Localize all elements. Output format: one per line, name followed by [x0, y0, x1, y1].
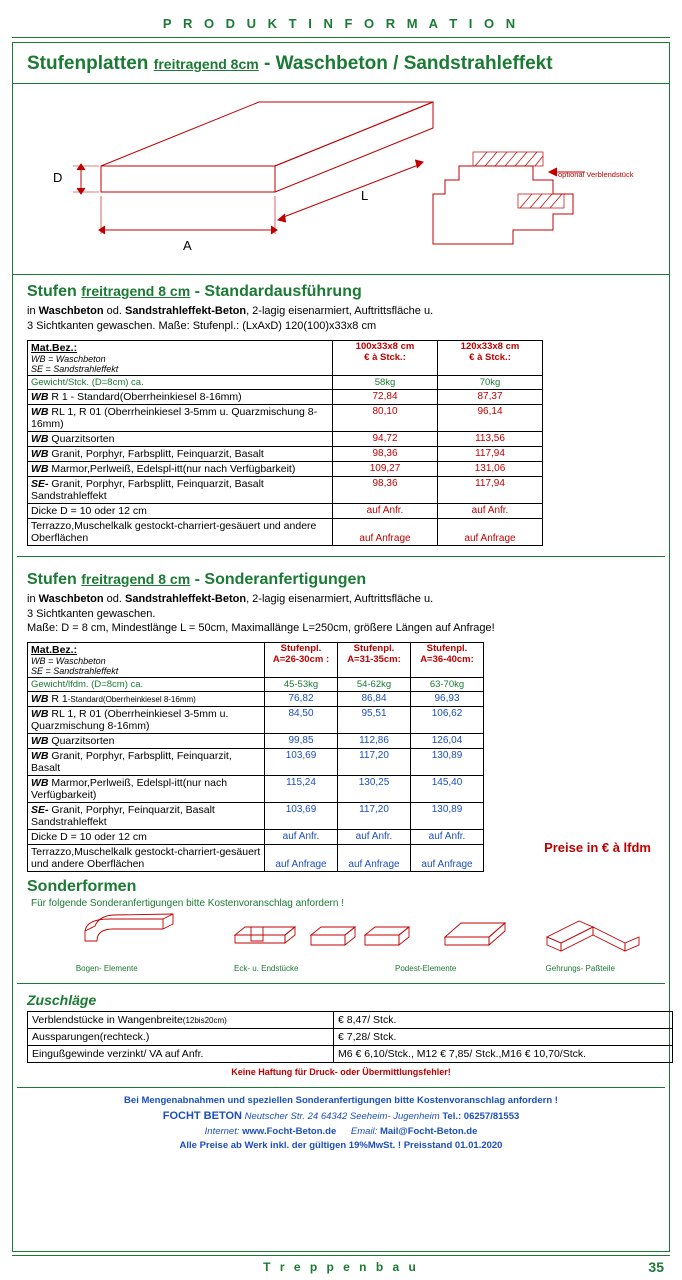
sonderformen-captions [27, 964, 655, 973]
footer-tel: 06257/81553 [463, 1111, 520, 1123]
document-header-title: P R O D U K T I N F O R M A T I O N [162, 16, 520, 31]
table-row [28, 734, 484, 749]
row2-marmor-c2: 130,25 [338, 776, 411, 803]
row-r1-prefix: WB [31, 390, 49, 403]
row2-granit-text: Granit, Porphyr, Farbsplitt, Feinquarzit, Basalt [31, 750, 232, 775]
row-se-text: Granit, Porphyr, Farbsplitt, Feinquarzit, Basalt Sandstrahleffekt [31, 477, 264, 502]
row-terrazzo-c1: auf Anfrage [333, 518, 438, 545]
section2-measures: Maße: D = 8 cm, Mindestlänge L = 50cm, Maximallänge L=250cm, größere Längen auf Anfrage! [27, 622, 495, 635]
head-se: SE = Sandstrahleffekt [31, 363, 119, 374]
row-granit-text: Granit, Porphyr, Farbsplitt, Feinquarzit, Basalt [48, 447, 264, 460]
table-row [28, 389, 543, 404]
section-standardausfuehrung [13, 275, 669, 550]
zu-row0-label [28, 1012, 334, 1029]
section1-heading-sub: freitragend 8 cm [81, 283, 191, 299]
table-row [28, 461, 543, 476]
s1-l1c: od. [103, 305, 126, 317]
cell-head-material-2 [28, 643, 265, 678]
head-wb: WB = Waschbeton [31, 353, 106, 364]
s2-l1b: Waschbeton [38, 592, 104, 605]
technical-drawing [13, 84, 669, 275]
head-a31-l1: Stufenpl. [353, 643, 395, 655]
table-row [28, 404, 543, 431]
s1-l1a: in [27, 305, 39, 317]
caption-podest: Podest-Elemente [395, 964, 457, 974]
section-sonderformen [13, 876, 669, 977]
section2-heading-sub: freitragend 8 cm [81, 570, 191, 587]
row2-rl1-label [28, 707, 265, 734]
zuschlaege-heading: Zuschläge [27, 992, 97, 1009]
row-marmor-prefix: WB [31, 462, 49, 475]
row-marmor-c1: 109,27 [333, 461, 438, 476]
row-weight-c2: 70kg [438, 375, 543, 389]
row2-terrazzo-c3: auf Anfrage [411, 845, 484, 872]
row2-rl1-c2: 95,51 [338, 707, 411, 734]
footer-internet-label: Internet: [204, 1125, 240, 1137]
zu-row0-text: Verblendstücke in Wangenbreite [32, 1014, 183, 1027]
section1-measures: 3 Sichtkanten gewaschen. Maße: Stufenpl.: (LxAxD) 120(100)x33x8 cm [27, 319, 377, 332]
row2-granit-prefix: WB [31, 750, 49, 763]
row2-granit-c3: 130,89 [411, 749, 484, 776]
section-divider-2 [17, 983, 665, 984]
table-row-head [28, 643, 484, 678]
row2-weight-c3: 63-70kg [411, 678, 484, 692]
head-120-dim: 120x33x8 cm [460, 340, 520, 352]
row2-marmor-label [28, 776, 265, 803]
row2-quarzit-prefix: WB [31, 735, 49, 748]
row-r1-label [28, 389, 333, 404]
row-granit-label [28, 446, 333, 461]
footer-address: Neutscher Str. 24 64342 Seeheim- Jugenheim [244, 1111, 440, 1123]
page-number: 35 [648, 1259, 664, 1275]
table-row [28, 476, 543, 503]
s2-l1a: in [27, 592, 39, 605]
page-bottom-bar [8, 1253, 674, 1274]
section2-heading-rest: Sonderanfertigungen [204, 570, 367, 588]
sonderformen-shapes [27, 911, 667, 957]
preise-note: Preise in € à lfdm [544, 839, 651, 855]
row-rl1-label [28, 404, 333, 431]
footer-line4: Alle Preise ab Werk inkl. der gültigen 19%MwSt. ! Preisstand 01.01.2020 [179, 1140, 503, 1152]
page-title-dash: - [264, 53, 271, 74]
table-standard [27, 340, 543, 546]
svg-text:A: A [183, 238, 192, 253]
bottom-title: T r e p p e n b a u [263, 1260, 419, 1274]
row2-se-c1: 103,69 [265, 803, 338, 830]
svg-text:L: L [361, 188, 369, 203]
section-sonderanfertigungen [13, 563, 669, 877]
row-marmor-text: Marmor,Perlweiß, Edelspl-itt(nur nach Verfügbarkeit) [48, 462, 296, 475]
table-row [28, 1012, 673, 1029]
row-granit-prefix: WB [31, 447, 49, 460]
table-row [28, 1046, 673, 1063]
table-row [28, 803, 484, 830]
row2-quarzit-c2: 112,86 [338, 734, 411, 749]
svg-text:D: D [53, 170, 63, 185]
row2-se-c3: 130,89 [411, 803, 484, 830]
row-dicke-label: Dicke D = 10 oder 12 cm [28, 503, 333, 518]
company-footer [13, 1094, 669, 1153]
row-marmor-c2: 131,06 [438, 461, 543, 476]
section2-heading-dash: - [194, 570, 200, 588]
section2-description [27, 592, 655, 607]
row2-terrazzo-c2: auf Anfrage [338, 845, 411, 872]
page-title-main: Stufenplatten [27, 53, 149, 74]
row2-dicke-c3: auf Anfr. [411, 830, 484, 845]
footer-line1: Bei Mengenabnahmen und speziellen Sonderanfertigungen bitte Kostenvoranschlag anfordern ! [124, 1095, 558, 1107]
row2-se-prefix: SE- [31, 804, 49, 817]
head2-wb: WB = Waschbeton [31, 656, 106, 667]
row2-r1-c3: 96,93 [411, 692, 484, 707]
section-divider-1 [17, 556, 665, 557]
row-dicke-c2: auf Anfr. [438, 503, 543, 518]
row2-rl1-c1: 84,50 [265, 707, 338, 734]
row-r1-c1: 72,84 [333, 389, 438, 404]
table-sonder [27, 642, 484, 872]
s2-l1e: , 2-lagig eisenarmiert, Auftrittsfläche u. [246, 592, 434, 605]
haftung-note: Keine Haftung für Druck- oder Übermittlungsfehler! [231, 1067, 451, 1078]
zu-row0-value: € 8,47/ Stck. [334, 1012, 673, 1029]
table-row [28, 1029, 673, 1046]
head-120-price: € à Stck.: [469, 351, 511, 363]
row2-weight-c1: 45-53kg [265, 678, 338, 692]
row2-granit-label [28, 749, 265, 776]
table-row [28, 518, 543, 545]
table-row [28, 446, 543, 461]
s1-l1d: Sandstrahleffekt-Beton [125, 305, 247, 317]
caption-eck: Eck- u. Endstücke [233, 964, 299, 974]
row2-r1-prefix: WB [31, 693, 49, 706]
s2-l1d: Sandstrahleffekt-Beton [125, 592, 247, 605]
row2-quarzit-label [28, 734, 265, 749]
section1-heading [27, 283, 655, 301]
table-row [28, 830, 484, 845]
table-row [28, 692, 484, 707]
row2-se-label [28, 803, 265, 830]
head-a31-l2: A=31-35cm: [347, 654, 401, 666]
row2-quarzit-text: Quarzitsorten [48, 735, 115, 748]
row-r1-c2: 87,37 [438, 389, 543, 404]
row2-rl1-text: RL 1, R 01 (Oberrheinkiesel 3-5mm u. Quarzmischung 8-16mm) [31, 708, 229, 733]
cell-head-a26 [265, 643, 338, 678]
row-rl1-prefix: WB [31, 405, 49, 418]
row2-marmor-text: Marmor,Perlweiß, Edelspl-itt(nur nach Verfügbarkeit) [31, 777, 228, 802]
row2-dicke-c2: auf Anfr. [338, 830, 411, 845]
head-100-price: € à Stck.: [364, 351, 406, 363]
head2-se: SE = Sandstrahleffekt [31, 666, 119, 677]
head-matbez: Mat.Bez.: [31, 341, 78, 354]
table-row [28, 431, 543, 446]
head2-matbez: Mat.Bez.: [31, 644, 78, 657]
header-divider [12, 37, 670, 38]
s1-l1b: Waschbeton [38, 305, 104, 317]
row-marmor-label [28, 461, 333, 476]
optional-verblendstueck-label: optional Verblendstück [558, 170, 634, 179]
page-title-rest: Waschbeton / Sandstrahleffekt [275, 53, 553, 74]
row2-se-c2: 117,20 [338, 803, 411, 830]
page-title-sub: freitragend 8cm [153, 56, 259, 72]
row2-marmor-c1: 115,24 [265, 776, 338, 803]
table-zuschlaege [27, 1011, 673, 1063]
row-terrazzo-c2: auf Anfrage [438, 518, 543, 545]
row-se-c1: 98,36 [333, 476, 438, 503]
row2-terrazzo-c1: auf Anfrage [265, 845, 338, 872]
table-row [28, 375, 543, 389]
zu-row1-value: € 7,28/ Stck. [334, 1029, 673, 1046]
row2-granit-c2: 117,20 [338, 749, 411, 776]
zu-row2-value: M6 € 6,10/Stck., M12 € 7,85/ Stck.,M16 € 10,70/Stck. [334, 1046, 673, 1063]
section1-heading-rest: Standardausführung [204, 283, 362, 300]
row-quarzit-label [28, 431, 333, 446]
footer-internet[interactable]: www.Focht-Beton.de [242, 1125, 337, 1137]
row2-rl1-prefix: WB [31, 708, 49, 721]
row-weight-label: Gewicht/Stck. (D=8cm) ca. [28, 375, 333, 389]
zu-row2-label: Eingußgewinde verzinkt/ VA auf Anfr. [28, 1046, 334, 1063]
row2-dicke-c1: auf Anfr. [265, 830, 338, 845]
cell-head-a31 [338, 643, 411, 678]
row-weight-c1: 58kg [333, 375, 438, 389]
row2-rl1-c3: 106,62 [411, 707, 484, 734]
row-rl1-c1: 80,10 [333, 404, 438, 431]
row-r1-text: R 1 - Standard(Oberrheinkiesel 8-16mm) [48, 390, 242, 403]
zu-row0-small: (12bis20cm) [182, 1016, 227, 1026]
row2-weight-label: Gewicht/lfdm. (D=8cm) ca. [28, 678, 265, 692]
row2-marmor-prefix: WB [31, 777, 49, 790]
row2-r1-c1: 76,82 [265, 692, 338, 707]
row2-granit-c1: 103,69 [265, 749, 338, 776]
section1-description [27, 304, 655, 319]
footer-tel-label: Tel.: [442, 1111, 462, 1123]
section1-heading-main: Stufen [27, 283, 77, 300]
row2-dicke-label: Dicke D = 10 oder 12 cm [28, 830, 265, 845]
row-se-label [28, 476, 333, 503]
row2-se-text: Granit, Porphyr, Feinquarzit, Basalt Sandstrahleffekt [31, 804, 215, 829]
head-a36-l1: Stufenpl. [426, 643, 468, 655]
cell-head-material [28, 340, 333, 375]
s1-l1e: , 2-lagig eisenarmiert, Auftrittsfläche u. [246, 305, 434, 317]
zu-row1-label: Aussparungen(rechteck.) [28, 1029, 334, 1046]
row-quarzit-text: Quarzitsorten [48, 432, 115, 445]
row-rl1-text: RL 1, R 01 (Oberrheinkiesel 3-5mm u. Quarzmischung 8-16mm) [31, 405, 318, 430]
caption-bogen: Bogen- Elemente [75, 964, 138, 974]
cell-head-120 [438, 340, 543, 375]
footer-email[interactable]: Mail@Focht-Beton.de [379, 1125, 478, 1137]
row-se-c2: 117,94 [438, 476, 543, 503]
row2-weight-c2: 54-62kg [338, 678, 411, 692]
cell-head-a36 [411, 643, 484, 678]
section1-heading-dash: - [194, 283, 200, 300]
row-quarzit-prefix: WB [31, 432, 49, 445]
table-row [28, 749, 484, 776]
row2-r1-label [28, 692, 265, 707]
row2-r1-text: R 1 [48, 693, 68, 706]
table-row-head [28, 340, 543, 375]
row2-quarzit-c3: 126,04 [411, 734, 484, 749]
content-frame [12, 42, 670, 1252]
cell-head-100 [333, 340, 438, 375]
row2-marmor-c3: 145,40 [411, 776, 484, 803]
footer-company: FOCHT BETON [162, 1110, 242, 1123]
head-a36-l2: A=36-40cm: [420, 654, 474, 666]
row2-r1-small: -Standard(Oberrheinkiesel 8-16mm) [67, 695, 196, 705]
table-row [28, 503, 543, 518]
section-divider-3 [17, 1087, 665, 1088]
table-row [28, 678, 484, 692]
row-se-prefix: SE- [31, 477, 49, 490]
head-a26-l1: Stufenpl. [280, 643, 322, 655]
sonderformen-note: Für folgende Sonderanfertigungen bitte Kostenvoranschlag anfordern ! [31, 898, 344, 910]
row-quarzit-c1: 94,72 [333, 431, 438, 446]
section2-heading-main: Stufen [27, 570, 77, 588]
page-title [13, 43, 669, 84]
row-rl1-c2: 96,14 [438, 404, 543, 431]
footer-line3 [13, 1125, 669, 1139]
footer-line2 [13, 1108, 669, 1125]
row-terrazzo-label: Terrazzo,Muschelkalk gestockt-charriert-gesäuert und andere Oberflächen [28, 518, 333, 545]
table-row [28, 845, 484, 872]
section2-heading [27, 571, 655, 589]
row2-quarzit-c1: 99,85 [265, 734, 338, 749]
row2-r1-c2: 86,84 [338, 692, 411, 707]
section-zuschlaege [13, 990, 669, 1081]
bottom-row [8, 1256, 674, 1274]
row-quarzit-c2: 113,56 [438, 431, 543, 446]
row-granit-c2: 117,94 [438, 446, 543, 461]
row-dicke-c1: auf Anfr. [333, 503, 438, 518]
footer-email-label: Email: [350, 1125, 378, 1137]
s2-l1c: od. [103, 592, 126, 605]
table-row [28, 707, 484, 734]
head-a26-l2: A=26-30cm : [272, 654, 330, 666]
sonderformen-heading: Sonderformen [27, 878, 137, 896]
head-100-dim: 100x33x8 cm [355, 340, 415, 352]
row2-terrazzo-label: Terrazzo,Muschelkalk gestockt-charriert-gesäuert und andere Oberflächen [28, 845, 265, 872]
table-row [28, 776, 484, 803]
caption-gehrung: Gehrungs- Paßteile [545, 964, 615, 974]
row-granit-c1: 98,36 [333, 446, 438, 461]
section2-line2: 3 Sichtkanten gewaschen. [27, 607, 156, 620]
